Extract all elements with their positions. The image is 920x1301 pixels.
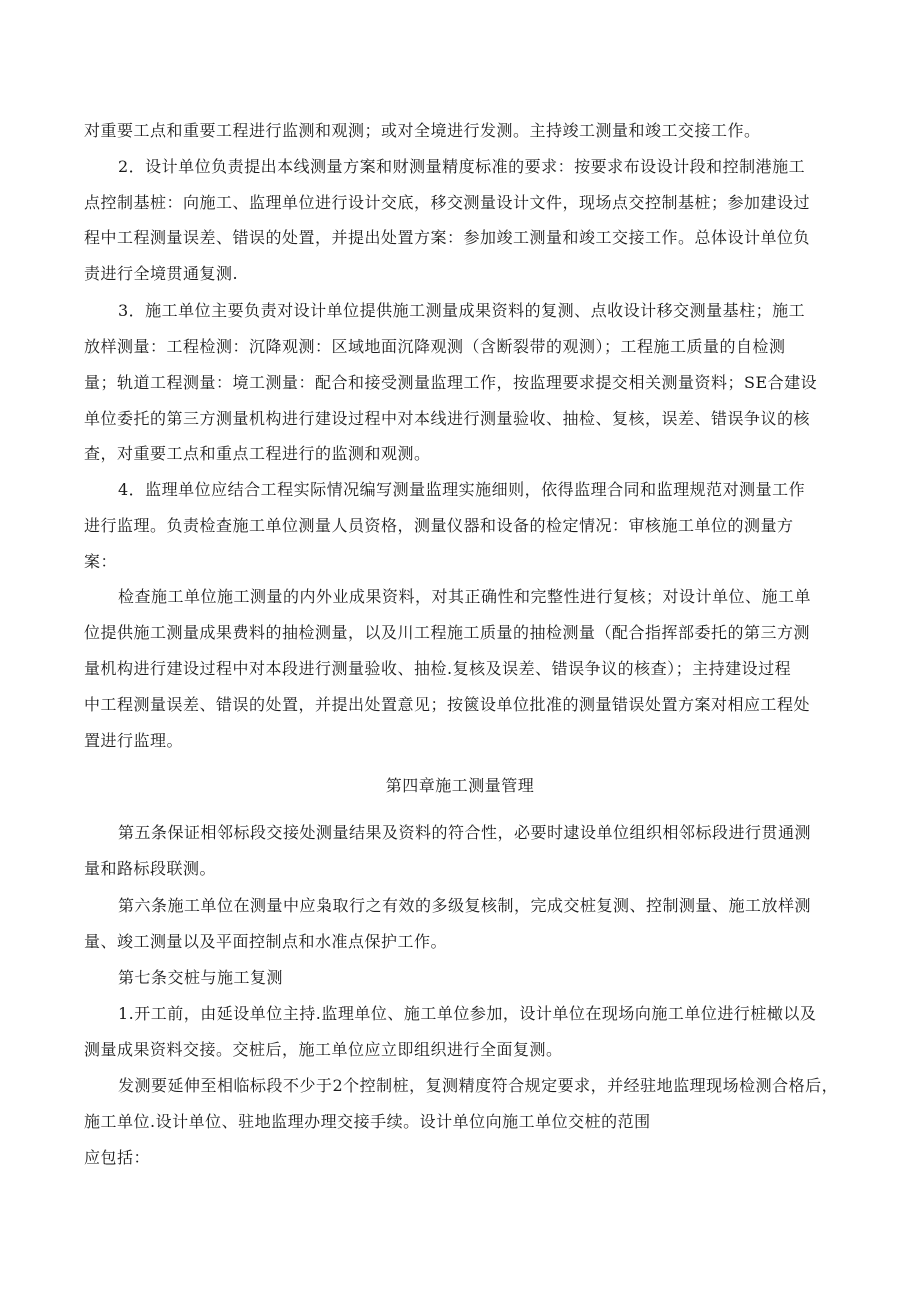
paragraph-line: 4．监理单位应结合工程实际情况编写测量监理实施细则，依得监理合同和监理规范对测量工作	[118, 480, 806, 499]
paragraph-line: 量机构进行建设过程中对本段进行测量验收、抽检.复核及误差、错误争议的核查）；主持建设过程	[84, 659, 792, 678]
paragraph-line: 发测要延伸至相临标段不少于2个控制桩，复测精度符合规定要求，并经驻地监理现场检测合格后，	[118, 1076, 839, 1095]
paragraph-line: 应包括：	[84, 1148, 151, 1167]
paragraph-line: 放样测量：工程检测：沉降观测：区域地面沉降观测（含断裂带的观测）；工程施工质量的自检测	[84, 337, 786, 356]
paragraph-line: 责进行全境贯通复测.	[84, 264, 239, 283]
paragraph-line: 位提供施工测量成果费料的抽检测量，以及川工程施工质量的抽检测量（配合指挥部委托的第三方测	[84, 623, 811, 642]
paragraph-line: 施工单位.设计单位、驻地监理办理交接手续。设计单位向施工单位交桩的范围	[84, 1112, 651, 1131]
paragraph-line: 第六条施工单位在测量中应枭取行之有效的多级复核制，完成交桩复测、控制测量、施工放样测	[118, 896, 812, 915]
paragraph-line: 检查施工单位施工测量的内外业成果资料，对其正确性和完整性进行复核；对设计单位、施工单	[118, 587, 812, 606]
paragraph-line: 对重要工点和重要工程进行监测和观测；或对全境进行发测。主持竣工测量和竣工交接工作。	[84, 121, 761, 140]
paragraph-line: 进行监理。负责检查施工单位测量人员资格，测量仪器和设备的检定情况：审核施工单位的测量方	[84, 516, 794, 535]
paragraph-line: 置进行监理。	[84, 731, 184, 750]
section-title: 第七条交桩与施工复测	[118, 968, 284, 987]
paragraph-line: 单位委托的第三方测量机构进行建设过程中对本线进行测量验收、抽检、复核，误差、错误争议的核	[84, 409, 811, 428]
paragraph-line: 案：	[84, 552, 118, 571]
chapter-heading: 第四章施工测量管理	[385, 776, 535, 795]
paragraph-line: 量、竣工测量以及平面控制点和水准点保护工作。	[84, 932, 448, 951]
paragraph-line: 程中工程测量误差、错误的处置，并提出处置方案：参加竣工测量和竣工交接工作。总体设计单位负	[84, 228, 811, 247]
paragraph-line: 量；轨道工程测量：境工测量：配合和接受测量监理工作，按监理要求提交相关测量资料；SE合建设	[84, 373, 818, 392]
paragraph-line: 点控制基桩：向施工、监理单位进行设计交底，移交测量设计文件，现场点交控制基桩；参加建设过	[84, 193, 811, 212]
paragraph-line: 查，对重要工点和重点工程进行的监测和观测。	[84, 444, 431, 463]
paragraph-line: 测量成果资料交接。交桩后，施工单位应立即组织进行全面复测。	[84, 1040, 563, 1059]
paragraph-line: 中工程测量误差、错误的处置，并提出处置意见；按篋设单位批准的测量错误处置方案对相应工程处	[84, 695, 811, 714]
paragraph-line: 量和路标段联测。	[84, 859, 217, 878]
paragraph-line: 第五条保证相邻标段交接处测量结果及资料的符合性，必要时逮设单位组织相邻标段进行贯通测	[118, 823, 812, 842]
paragraph-line: 2．设计单位负责提出本线测量方案和财测量精度标准的要求：按要求布设设计段和控制港施工	[118, 157, 806, 176]
paragraph-line: 3．施工单位主要负责对设计单位提供施工测量成果资料的复测、点收设计移交测量基柱；施工	[118, 301, 806, 320]
paragraph-line: 1.开工前，由延设单位主持.监理单位、施工单位参加，设计单位在现场向施工单位进行桩橄以及	[118, 1004, 817, 1023]
